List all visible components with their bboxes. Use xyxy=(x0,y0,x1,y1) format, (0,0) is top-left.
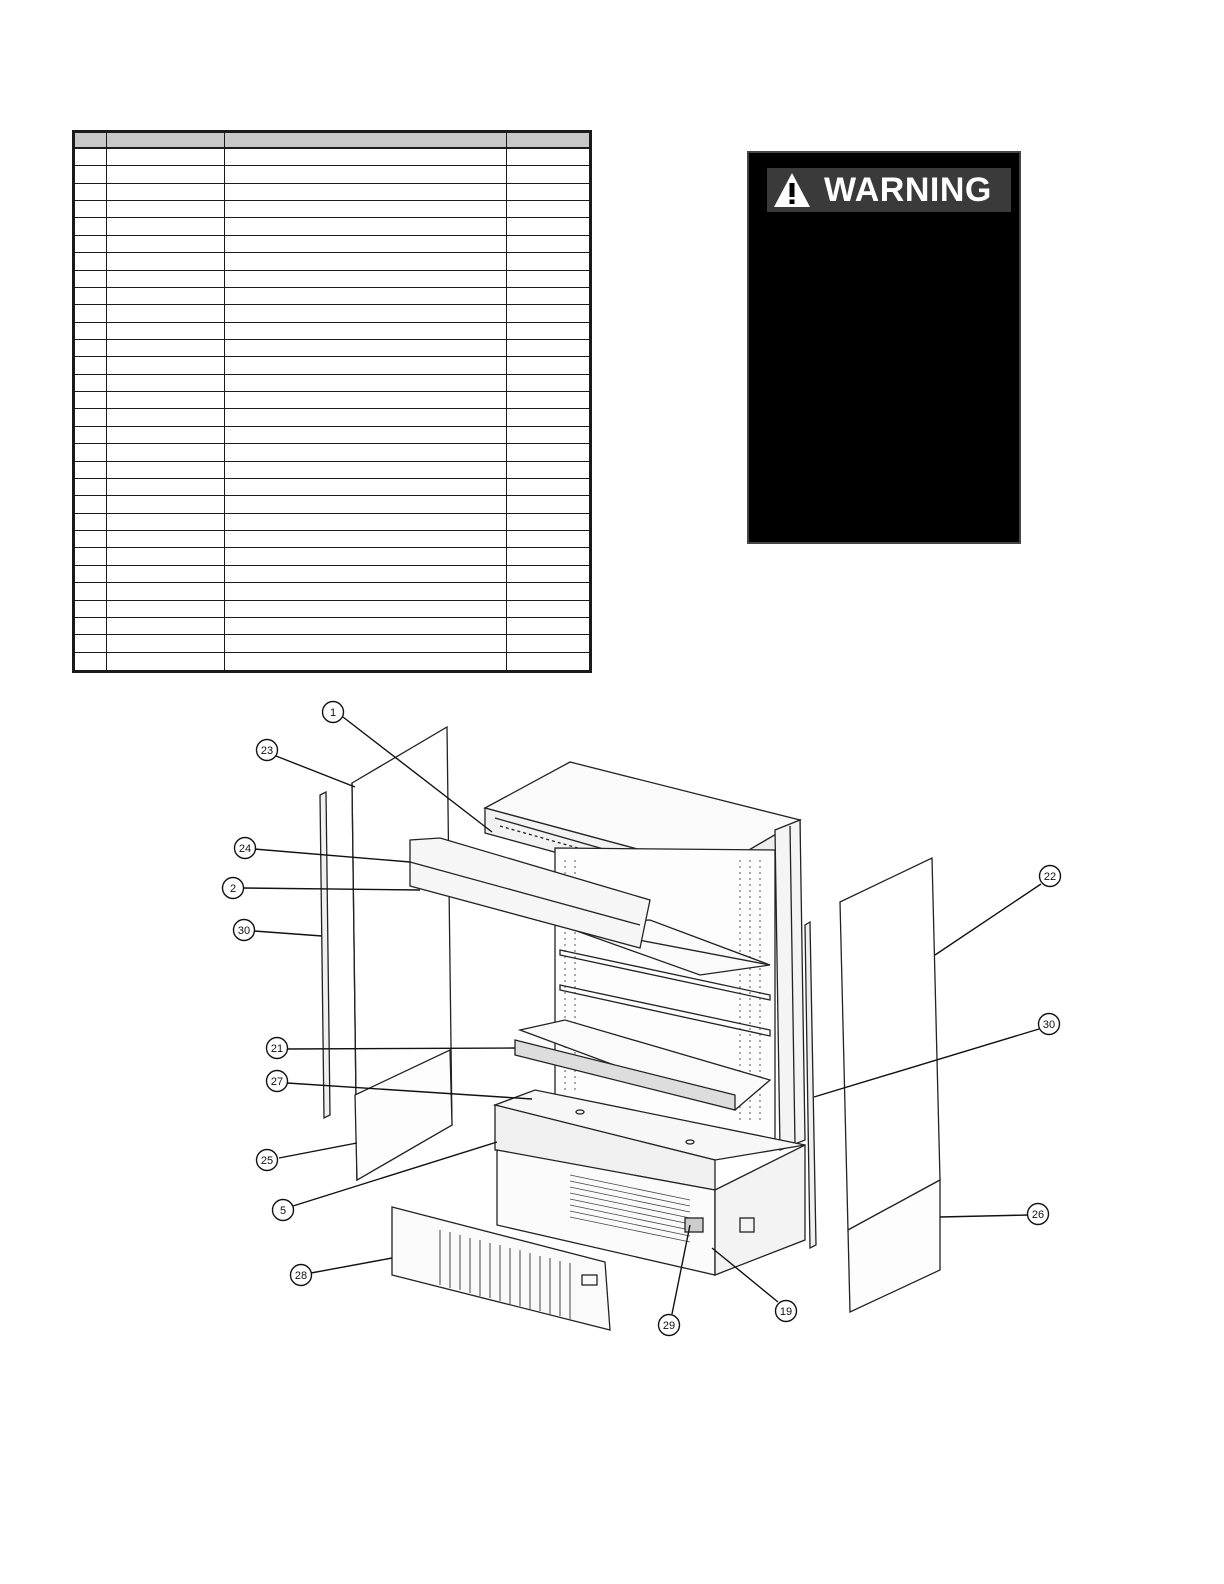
exploded-parts-diagram xyxy=(0,690,1224,1370)
table-row xyxy=(75,618,589,635)
warning-triangle-icon xyxy=(772,171,812,209)
table-row xyxy=(75,375,589,392)
table-row xyxy=(75,340,589,357)
callout-c26 xyxy=(1028,1204,1049,1225)
callout-label: 30 xyxy=(1042,1019,1056,1031)
table-row xyxy=(75,357,589,374)
table-row xyxy=(75,410,589,427)
callout-label: 30 xyxy=(237,925,251,937)
table-row xyxy=(75,583,589,600)
table-row xyxy=(75,288,589,305)
table-row xyxy=(75,462,589,479)
callout-c30b xyxy=(1039,1014,1060,1035)
callout-label: 26 xyxy=(1031,1209,1045,1221)
left-trim-strip xyxy=(320,792,330,1118)
callout-c23 xyxy=(257,740,278,761)
callout-label: 21 xyxy=(270,1043,284,1055)
table-row xyxy=(75,531,589,548)
callout-label: 23 xyxy=(260,745,274,757)
callout-c2 xyxy=(223,878,244,899)
table-row xyxy=(75,323,589,340)
table-row xyxy=(75,548,589,565)
table-row xyxy=(75,635,589,652)
callout-label: 27 xyxy=(270,1076,284,1088)
parts-table-header xyxy=(75,133,589,149)
callout-label: 25 xyxy=(260,1155,274,1167)
callout-c25 xyxy=(257,1150,278,1171)
callout-label: 5 xyxy=(279,1205,287,1217)
table-row xyxy=(75,271,589,288)
table-row xyxy=(75,218,589,235)
table-row xyxy=(75,253,589,270)
table-row xyxy=(75,479,589,496)
table-row xyxy=(75,514,589,531)
callout-label: 29 xyxy=(662,1320,676,1332)
right-end-panel xyxy=(840,858,940,1230)
table-row xyxy=(75,427,589,444)
callout-label: 24 xyxy=(238,843,252,855)
callout-c22 xyxy=(1040,866,1061,887)
table-row xyxy=(75,305,589,322)
cabinet-body xyxy=(485,762,805,1275)
callout-label: 22 xyxy=(1043,871,1057,883)
table-row xyxy=(75,392,589,409)
table-row xyxy=(75,444,589,461)
right-trim-strip xyxy=(805,922,816,1248)
table-row xyxy=(75,166,589,183)
table-row xyxy=(75,601,589,618)
warning-title: WARNING xyxy=(824,171,992,209)
callout-label: 19 xyxy=(779,1306,793,1318)
table-row xyxy=(75,149,589,166)
table-row xyxy=(75,184,589,201)
callout-label: 1 xyxy=(329,707,337,719)
table-row xyxy=(75,236,589,253)
callout-c24 xyxy=(235,838,256,859)
table-row xyxy=(75,566,589,583)
callout-label: 28 xyxy=(294,1270,308,1282)
callout-label: 2 xyxy=(229,883,237,895)
callout-c5 xyxy=(273,1200,294,1221)
callout-c27 xyxy=(267,1071,288,1092)
table-row xyxy=(75,496,589,513)
callout-c30a xyxy=(234,920,255,941)
callout-c1 xyxy=(323,702,344,723)
parts-table xyxy=(72,130,592,673)
warning-panel xyxy=(747,151,1021,544)
table-row xyxy=(75,653,589,670)
callout-c21 xyxy=(267,1038,288,1059)
table-row xyxy=(75,201,589,218)
callout-c29 xyxy=(659,1315,680,1336)
callout-c19 xyxy=(776,1301,797,1322)
warning-header xyxy=(767,168,1011,212)
callout-c28 xyxy=(291,1265,312,1286)
